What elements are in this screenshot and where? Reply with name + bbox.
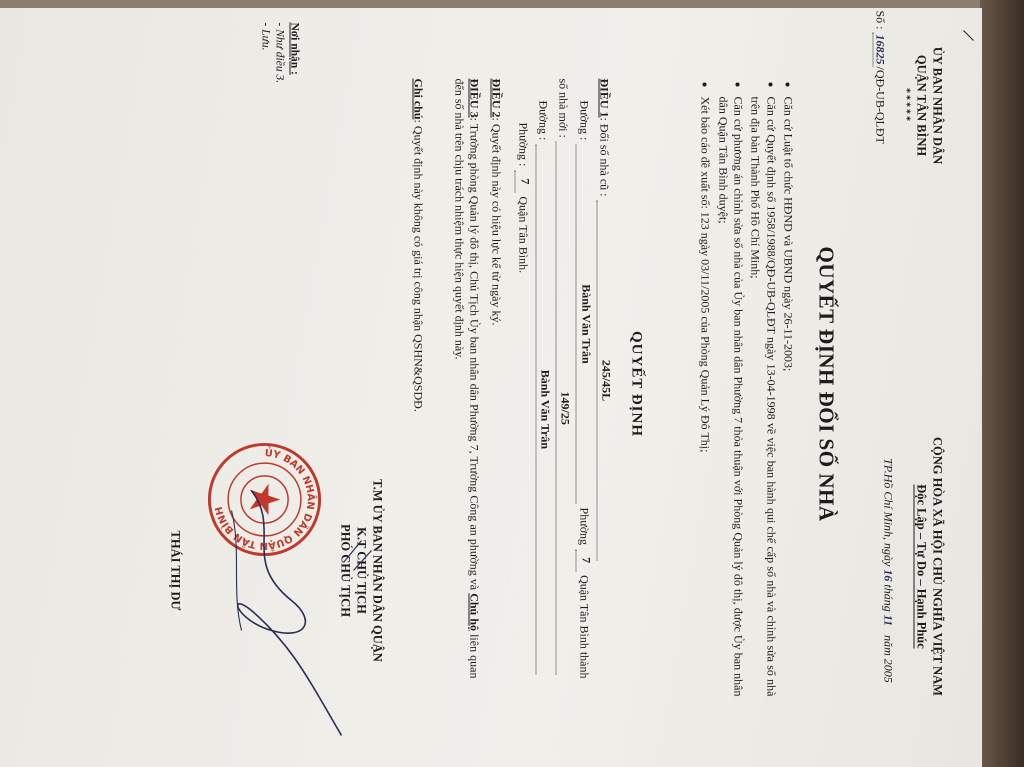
motto — [913, 397, 929, 737]
date-day: 16 — [881, 569, 896, 582]
preamble-item-4: • Xét báo cáo đề xuất số: 123 ngày 03/11/2005 của Phòng Quản Lý Đô Thị; — [697, 97, 712, 697]
note-text: : Quyết định này không có giá trị công nhận QSHN&QSDĐ. — [411, 119, 426, 412]
ward2-label: Phường : — [516, 122, 531, 167]
stamp-text: ỦY BAN NHÂN DÂN QUẬN TÂN BÌNH — [213, 448, 316, 551]
article-1-row-1 — [596, 79, 613, 679]
signature-line-3: PHÓ CHỦ TỊCH — [338, 524, 353, 617]
motto-text: Độc Lập – Tự Do – Hạnh Phúc — [914, 484, 929, 649]
rotated-document-page — [32, 1, 992, 767]
national-motto-block — [913, 397, 946, 737]
ward2-value: 7 — [515, 170, 532, 192]
decision-heading: QUYẾT ĐỊNH — [628, 331, 645, 437]
new-house-number: 149/25 — [555, 142, 572, 675]
article-3-label: ĐIỀU 3 — [467, 78, 482, 118]
issuer-stars: ***** — [901, 88, 912, 123]
signature-line-1: T.M ỦY BAN NHÂN DÂN QUẬN — [370, 479, 385, 662]
street-label: Đường : — [577, 100, 592, 141]
date-month: 11 — [881, 614, 896, 627]
decision-number-handwritten: 16825 — [873, 34, 888, 65]
issue-date — [880, 401, 895, 741]
country-name: CỘNG HÒA XÃ HỘI CHỦ NGHĨA VIỆT NAM — [930, 437, 945, 696]
date-suffix: năm 2005 — [881, 635, 896, 683]
preamble-item-1: • Căn cứ Luật tổ chức HĐND và UBND ngày 26-11-2003; — [780, 97, 795, 697]
decision-number — [872, 11, 887, 211]
signature-line-2: K.T CHỦ TỊCH — [354, 527, 369, 614]
street2-label: Đường : — [536, 100, 551, 141]
decision-number-suffix: /QĐ-UB-QLĐT — [873, 66, 888, 144]
preamble-item-2: • Căn cứ Quyết định số 1958/1988/QĐ-UB-QLĐT ngày 13-04-1998 về việc ban hành qui chế cấp số nhà và chỉnh sửa số nhà trên địa bàn Thành Phố Hồ Chí Minh; — [747, 97, 778, 697]
issuer-line-1: ỦY BAN NHÂN DÂN — [930, 46, 945, 165]
date-prefix: TP.Hồ Chí Minh, ngày — [881, 458, 896, 567]
preamble-item-3: • Căn cứ phương án chỉnh sửa số nhà của Ủy ban nhân dân Phường 7 thỏa thuận với Phòng Quản lý đô thị, được Ủy ban nhân dân Quận Tân Bình duyệt; — [715, 97, 746, 697]
official-red-stamp — [206, 441, 324, 559]
article-3-highlight: Chủ hộ — [467, 593, 482, 631]
decision-number-prefix: Số : — [873, 10, 888, 30]
note-label: Ghi chú — [411, 78, 426, 120]
stamp-emblem-icon — [241, 476, 288, 523]
old-house-number: 245/45L — [596, 201, 613, 561]
ward-label: Phường — [577, 507, 592, 546]
recipient-item-1: - Như điều 3. — [273, 22, 286, 84]
article-1-row-2 — [576, 79, 593, 679]
district-text: Quận Tân Bình thành — [577, 575, 592, 679]
signatory-name: THÁI THỊ DƯ — [168, 530, 183, 611]
preamble-list — [695, 79, 795, 697]
corner-tick-mark-icon — [954, 21, 984, 81]
note — [410, 79, 425, 679]
article-1-row-4 — [535, 79, 552, 679]
new-number-label: số nhà mới : — [556, 78, 571, 138]
issuer-block — [900, 21, 946, 191]
paper-sheet — [0, 8, 982, 767]
article-1-row-3 — [555, 79, 572, 679]
article-2-text: : Quyết định này có hiệu lực kể từ ngày ký. — [489, 117, 504, 326]
street-value: Bành Văn Trân — [576, 144, 593, 503]
district2-text: Quận Tân Bình. — [516, 196, 531, 274]
street2-value: Bành Văn Trân — [535, 144, 552, 674]
article-1-row-5 — [515, 79, 532, 679]
article-2 — [488, 79, 503, 679]
recipient-item-2: - Lưu. — [259, 22, 272, 51]
signature-block — [338, 421, 386, 721]
article-3-text-after: liên quan đến số nhà trên chịu trách nhiệm thực hiện quyết định này. — [452, 78, 482, 679]
document-title: QUYẾT ĐỊNH ĐỔI SỐ NHÀ — [814, 246, 839, 522]
article-3 — [451, 79, 482, 679]
article-3-text-before: : Trưởng phòng Quản lý đô thị, Chủ Tịch Ủy ban nhân dân Phường 7, Trưởng Công an phường và — [467, 117, 482, 591]
issuer-line-2: QUẬN TÂN BÌNH — [914, 54, 929, 157]
article-2-label: ĐIỀU 2 — [489, 78, 504, 118]
ward-value: 7 — [576, 549, 593, 571]
recipients-block — [257, 23, 301, 183]
article-1-label: ĐIỀU 1 — [597, 78, 612, 118]
date-mid: tháng — [881, 584, 896, 612]
article-1 — [515, 79, 614, 679]
article-1-intro: : Đổi số nhà cũ : — [597, 117, 612, 197]
recipients-label: Nơi nhận : — [288, 22, 301, 75]
